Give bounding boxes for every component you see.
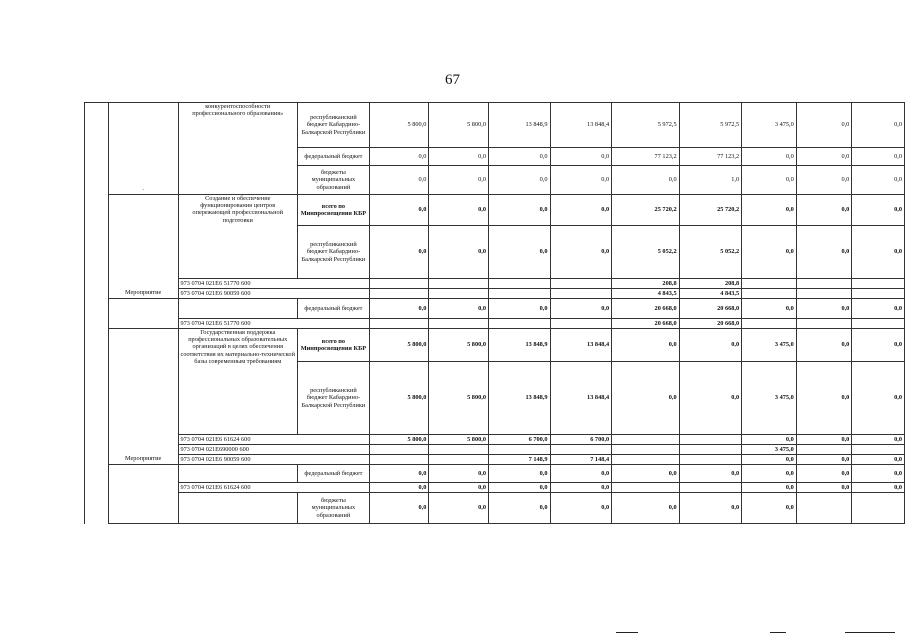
row-type-cell bbox=[108, 465, 178, 524]
value-cell: 0,0 bbox=[429, 483, 489, 493]
value-cell: 0,0 bbox=[429, 226, 489, 279]
table-row bbox=[85, 435, 905, 445]
value-cell: 4 843,5 bbox=[679, 289, 742, 299]
value-cell: 3 475,0 bbox=[742, 362, 797, 435]
value-cell: 0,0 bbox=[742, 455, 797, 465]
source-cell: республиканский бюджет Кабардино-Балкарской Республики bbox=[297, 103, 369, 148]
page-number: 67 bbox=[445, 72, 460, 88]
value-cell: 5 800,0 bbox=[369, 103, 429, 148]
value-cell bbox=[550, 319, 612, 329]
value-cell: 1,0 bbox=[679, 166, 742, 195]
table-row bbox=[85, 483, 905, 493]
value-cell: 0,0 bbox=[852, 299, 905, 319]
value-cell: 5 800,0 bbox=[369, 329, 429, 362]
footer-mark bbox=[770, 632, 786, 633]
value-cell: 0,0 bbox=[742, 435, 797, 445]
footer-mark bbox=[616, 632, 638, 633]
budget-code-cell: 973 0704 021E690000 600 bbox=[178, 445, 369, 455]
value-cell: 20 668,0 bbox=[612, 299, 680, 319]
value-cell: 20 668,0 bbox=[679, 299, 742, 319]
value-cell: 25 720,2 bbox=[612, 195, 680, 226]
footer-marks bbox=[0, 632, 905, 636]
value-cell: 0,0 bbox=[612, 166, 680, 195]
index-cell bbox=[85, 103, 109, 195]
value-cell bbox=[488, 319, 550, 329]
value-cell: 0,0 bbox=[796, 103, 852, 148]
value-cell bbox=[852, 445, 905, 455]
value-cell: 0,0 bbox=[742, 465, 797, 483]
value-cell: 0,0 bbox=[488, 465, 550, 483]
value-cell: 0,0 bbox=[550, 226, 612, 279]
value-cell: 13 848,4 bbox=[550, 362, 612, 435]
value-cell: 0,0 bbox=[742, 226, 797, 279]
value-cell: 7 148,4 bbox=[550, 455, 612, 465]
table-row bbox=[85, 195, 905, 226]
value-cell: 13 848,9 bbox=[488, 329, 550, 362]
value-cell bbox=[550, 289, 612, 299]
value-cell: 5 972,5 bbox=[679, 103, 742, 148]
value-cell: 77 123,2 bbox=[679, 148, 742, 166]
value-cell: 0,0 bbox=[796, 329, 852, 362]
value-cell: 0,0 bbox=[369, 299, 429, 319]
value-cell bbox=[429, 455, 489, 465]
event-name-cell bbox=[178, 465, 297, 483]
value-cell: 0,0 bbox=[369, 148, 429, 166]
value-cell: 0,0 bbox=[369, 483, 429, 493]
row-type-cell: Мероприятие bbox=[108, 195, 178, 299]
value-cell: 0,0 bbox=[852, 195, 905, 226]
table-row bbox=[85, 329, 905, 362]
value-cell bbox=[429, 319, 489, 329]
value-cell: 0,0 bbox=[429, 148, 489, 166]
value-cell: 0,0 bbox=[550, 148, 612, 166]
value-cell: 20 668,0 bbox=[612, 319, 680, 329]
value-cell bbox=[796, 493, 852, 524]
budget-code-cell: 973 0704 021E6 61624 600 bbox=[178, 435, 369, 445]
row-type-cell: . bbox=[108, 103, 178, 195]
value-cell: 5 800,0 bbox=[429, 103, 489, 148]
value-cell: 5 800,0 bbox=[429, 362, 489, 435]
value-cell: 0,0 bbox=[612, 362, 680, 435]
table-row bbox=[85, 445, 905, 455]
value-cell bbox=[679, 435, 742, 445]
index-cell bbox=[85, 195, 109, 329]
value-cell: 7 148,9 bbox=[488, 455, 550, 465]
table-row bbox=[85, 319, 905, 329]
index-cell bbox=[85, 329, 109, 524]
value-cell: 0,0 bbox=[488, 148, 550, 166]
value-cell: 0,0 bbox=[369, 493, 429, 524]
budget-code-cell: 973 0704 021E6 51770 600 bbox=[178, 319, 369, 329]
value-cell: 0,0 bbox=[488, 299, 550, 319]
value-cell bbox=[852, 493, 905, 524]
value-cell bbox=[488, 279, 550, 289]
value-cell: 0,0 bbox=[796, 362, 852, 435]
value-cell: 0,0 bbox=[550, 166, 612, 195]
value-cell bbox=[369, 279, 429, 289]
value-cell: 0,0 bbox=[852, 362, 905, 435]
row-type-cell: Мероприятие bbox=[108, 329, 178, 465]
value-cell: 0,0 bbox=[796, 166, 852, 195]
value-cell: 0,0 bbox=[852, 483, 905, 493]
budget-code-cell: 973 0704 021E6 90059 600 bbox=[178, 289, 369, 299]
value-cell: 0,0 bbox=[852, 465, 905, 483]
value-cell bbox=[612, 435, 680, 445]
source-cell: федеральный бюджет bbox=[297, 465, 369, 483]
value-cell: 0,0 bbox=[612, 329, 680, 362]
value-cell: 0,0 bbox=[369, 226, 429, 279]
value-cell: 0,0 bbox=[852, 166, 905, 195]
value-cell: 0,0 bbox=[796, 455, 852, 465]
value-cell: 13 848,9 bbox=[488, 362, 550, 435]
value-cell: 5 052,2 bbox=[612, 226, 680, 279]
value-cell bbox=[742, 289, 797, 299]
value-cell bbox=[429, 289, 489, 299]
table-row bbox=[85, 289, 905, 299]
value-cell bbox=[369, 319, 429, 329]
value-cell bbox=[852, 279, 905, 289]
source-cell: федеральный бюджет bbox=[297, 299, 369, 319]
table-row bbox=[85, 103, 905, 148]
value-cell: 5 800,0 bbox=[429, 329, 489, 362]
value-cell: 3 475,0 bbox=[742, 445, 797, 455]
value-cell: 6 700,0 bbox=[488, 435, 550, 445]
source-cell: бюджеты муниципальных образований bbox=[297, 166, 369, 195]
value-cell: 0,0 bbox=[679, 329, 742, 362]
budget-code-cell: 973 0704 021E6 51770 600 bbox=[178, 279, 369, 289]
value-cell: 5 052,2 bbox=[679, 226, 742, 279]
value-cell: 0,0 bbox=[796, 299, 852, 319]
value-cell bbox=[742, 279, 797, 289]
value-cell: 0,0 bbox=[429, 166, 489, 195]
value-cell: 0,0 bbox=[550, 493, 612, 524]
value-cell bbox=[488, 289, 550, 299]
value-cell: 0,0 bbox=[679, 493, 742, 524]
table-row bbox=[85, 455, 905, 465]
value-cell: 0,0 bbox=[488, 166, 550, 195]
value-cell: 0,0 bbox=[488, 195, 550, 226]
value-cell: 13 848,4 bbox=[550, 329, 612, 362]
value-cell: 0,0 bbox=[742, 148, 797, 166]
value-cell: 0,0 bbox=[429, 299, 489, 319]
footer-mark bbox=[845, 632, 895, 633]
value-cell: 0,0 bbox=[852, 226, 905, 279]
row-type-cell bbox=[108, 299, 178, 329]
value-cell: 0,0 bbox=[550, 483, 612, 493]
value-cell bbox=[796, 445, 852, 455]
table-row bbox=[85, 493, 905, 524]
source-cell: всего по Минпросвещения КБР bbox=[297, 329, 369, 362]
value-cell bbox=[429, 279, 489, 289]
value-cell: 0,0 bbox=[796, 435, 852, 445]
value-cell: 0,0 bbox=[742, 493, 797, 524]
table-row bbox=[85, 299, 905, 319]
value-cell: 0,0 bbox=[612, 493, 680, 524]
value-cell: 13 848,4 bbox=[550, 103, 612, 148]
value-cell: 25 720,2 bbox=[679, 195, 742, 226]
value-cell: 13 848,9 bbox=[488, 103, 550, 148]
value-cell: 5 800,0 bbox=[369, 362, 429, 435]
value-cell bbox=[488, 445, 550, 455]
value-cell bbox=[679, 445, 742, 455]
value-cell: 0,0 bbox=[742, 483, 797, 493]
value-cell bbox=[369, 445, 429, 455]
source-cell: республиканский бюджет Кабардино-Балкарской Республики bbox=[297, 362, 369, 435]
table-row bbox=[85, 279, 905, 289]
value-cell: 0,0 bbox=[796, 465, 852, 483]
event-name-cell: Создание и обеспечение функционирования центров опережающей профессиональной подготовки bbox=[178, 195, 297, 279]
value-cell bbox=[796, 319, 852, 329]
value-cell bbox=[612, 445, 680, 455]
value-cell: 0,0 bbox=[852, 435, 905, 445]
event-name-cell: конкурентоспособности профессионального образования» bbox=[178, 103, 297, 195]
value-cell: 0,0 bbox=[796, 483, 852, 493]
value-cell: 4 843,5 bbox=[612, 289, 680, 299]
source-cell: всего по Минпросвещения КБР bbox=[297, 195, 369, 226]
value-cell bbox=[550, 279, 612, 289]
value-cell: 77 123,2 bbox=[612, 148, 680, 166]
value-cell bbox=[679, 455, 742, 465]
table-row bbox=[85, 465, 905, 483]
value-cell bbox=[369, 289, 429, 299]
value-cell: 20 668,0 bbox=[679, 319, 742, 329]
value-cell: 5 800,0 bbox=[429, 435, 489, 445]
event-name-cell: Государственная поддержка профессиональных образовательных организаций в целях обеспечения соответствия их материально-технической базы современным требованиям bbox=[178, 329, 297, 435]
value-cell bbox=[852, 289, 905, 299]
value-cell: 0,0 bbox=[612, 465, 680, 483]
value-cell: 0,0 bbox=[550, 299, 612, 319]
value-cell: 6 700,0 bbox=[550, 435, 612, 445]
value-cell: 0,0 bbox=[679, 465, 742, 483]
value-cell bbox=[612, 483, 680, 493]
value-cell: 0,0 bbox=[369, 166, 429, 195]
value-cell: 0,0 bbox=[852, 148, 905, 166]
value-cell bbox=[612, 455, 680, 465]
event-name-cell bbox=[178, 493, 297, 524]
value-cell: 0,0 bbox=[742, 195, 797, 226]
value-cell: 0,0 bbox=[852, 103, 905, 148]
table-body bbox=[85, 103, 905, 524]
source-cell: федеральный бюджет bbox=[297, 148, 369, 166]
value-cell: 0,0 bbox=[488, 483, 550, 493]
value-cell: 208,8 bbox=[612, 279, 680, 289]
value-cell: 5 800,0 bbox=[369, 435, 429, 445]
value-cell bbox=[550, 445, 612, 455]
source-cell: республиканский бюджет Кабардино-Балкарской Республики bbox=[297, 226, 369, 279]
value-cell: 0,0 bbox=[679, 362, 742, 435]
value-cell: 5 972,5 bbox=[612, 103, 680, 148]
value-cell: 0,0 bbox=[550, 195, 612, 226]
budget-code-cell: 973 0704 021E6 61624 600 bbox=[178, 483, 369, 493]
value-cell: 0,0 bbox=[796, 226, 852, 279]
value-cell: 0,0 bbox=[742, 166, 797, 195]
value-cell: 0,0 bbox=[488, 226, 550, 279]
value-cell: 0,0 bbox=[796, 148, 852, 166]
value-cell: 0,0 bbox=[369, 465, 429, 483]
value-cell bbox=[369, 455, 429, 465]
value-cell: 0,0 bbox=[429, 195, 489, 226]
value-cell: 3 475,0 bbox=[742, 103, 797, 148]
value-cell: 0,0 bbox=[369, 195, 429, 226]
value-cell bbox=[742, 319, 797, 329]
budget-code-cell: 973 0704 021E6 90059 600 bbox=[178, 455, 369, 465]
event-name-cell bbox=[178, 299, 297, 319]
source-cell: бюджеты муниципальных образований bbox=[297, 493, 369, 524]
budget-table bbox=[84, 102, 905, 524]
value-cell: 0,0 bbox=[796, 195, 852, 226]
value-cell bbox=[852, 319, 905, 329]
value-cell bbox=[796, 279, 852, 289]
value-cell: 0,0 bbox=[429, 465, 489, 483]
value-cell: 0,0 bbox=[429, 493, 489, 524]
value-cell: 0,0 bbox=[488, 493, 550, 524]
value-cell: 208,8 bbox=[679, 279, 742, 289]
value-cell bbox=[796, 289, 852, 299]
value-cell: 0,0 bbox=[550, 465, 612, 483]
value-cell bbox=[679, 483, 742, 493]
value-cell: 0,0 bbox=[742, 299, 797, 319]
value-cell: 0,0 bbox=[852, 329, 905, 362]
value-cell bbox=[429, 445, 489, 455]
value-cell: 0,0 bbox=[852, 455, 905, 465]
value-cell: 3 475,0 bbox=[742, 329, 797, 362]
